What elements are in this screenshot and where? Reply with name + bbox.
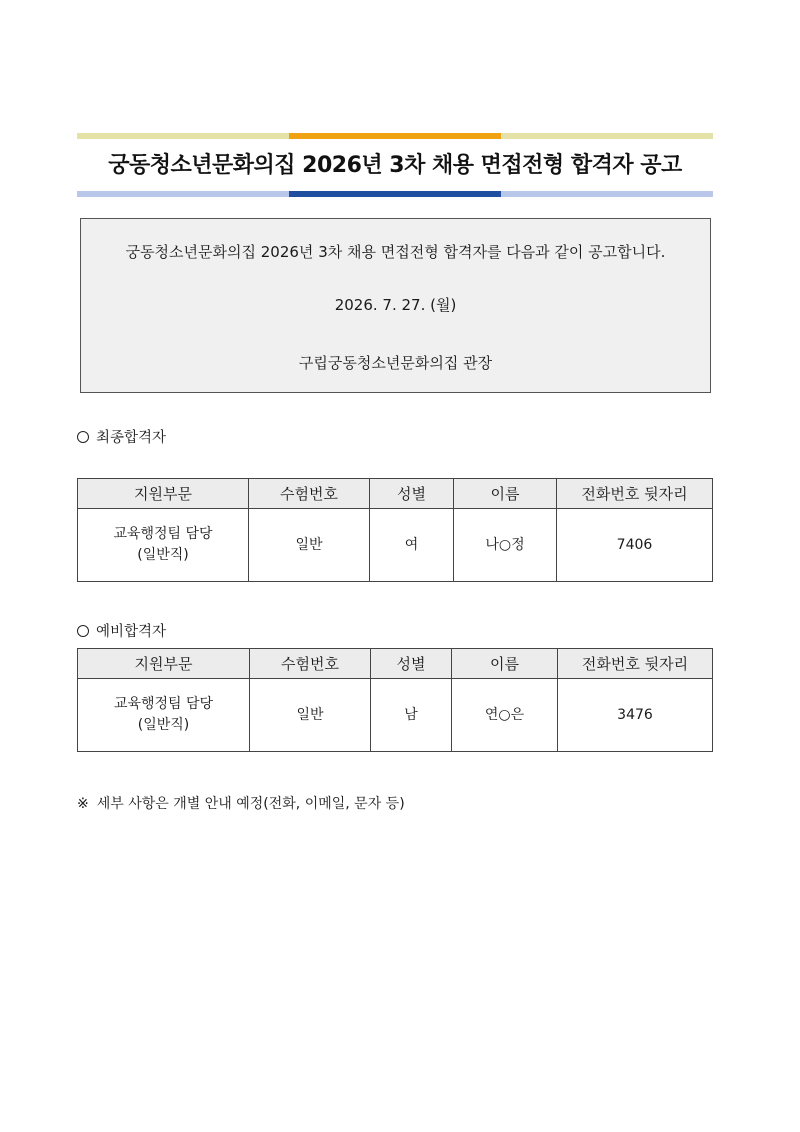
col-header-dept: 지원부문 <box>78 479 249 509</box>
col-header-dept: 지원부문 <box>78 649 250 679</box>
col-header-phone: 전화번호 뒷자리 <box>558 649 713 679</box>
reserve-section-heading <box>77 620 166 641</box>
col-header-name: 이름 <box>452 649 558 679</box>
col-header-phone: 전화번호 뒷자리 <box>557 479 713 509</box>
col-header-exam-no: 수험번호 <box>250 649 371 679</box>
cell-phone: 7406 <box>557 509 713 582</box>
notice-text: 궁동청소년문화의집 2026년 3차 채용 면접전형 합격자를 다음과 같이 공고합니다. <box>125 243 666 261</box>
cell-gender: 여 <box>370 509 454 582</box>
cell-exam-no: 일반 <box>250 679 371 752</box>
cell-dept <box>78 679 250 752</box>
final-table <box>77 478 713 582</box>
footnote <box>77 793 405 813</box>
col-header-gender: 성별 <box>370 479 454 509</box>
notice-box <box>80 218 711 393</box>
table-row <box>78 509 713 582</box>
dept-line1: 교육행정팀 담당 <box>113 526 213 542</box>
title-top-decor-bar <box>77 133 713 139</box>
final-heading-label: 최종합격자 <box>96 430 167 446</box>
circle-bullet-icon <box>77 431 89 443</box>
reference-mark-icon: ※ <box>77 796 89 812</box>
reserve-table <box>77 648 713 752</box>
notice-date: 2026. 7. 27. (월) <box>334 296 457 314</box>
page-title: 궁동청소년문화의집 2026년 3차 채용 면접전형 합격자 공고 <box>108 153 682 178</box>
final-section-heading <box>77 426 166 447</box>
dept-line1: 교육행정팀 담당 <box>113 696 214 712</box>
col-header-exam-no: 수험번호 <box>249 479 370 509</box>
cell-name: 연○은 <box>452 679 558 752</box>
table-row <box>78 679 713 752</box>
dept-line2: (일반직) <box>137 547 189 563</box>
footnote-text: 세부 사항은 개별 안내 예정(전화, 이메일, 문자 등) <box>96 796 405 812</box>
title-bottom-decor-bar <box>77 191 713 197</box>
dept-line2: (일반직) <box>137 717 190 733</box>
cell-phone: 3476 <box>558 679 713 752</box>
table-header-row <box>78 649 713 679</box>
cell-gender: 남 <box>371 679 452 752</box>
col-header-gender: 성별 <box>371 649 452 679</box>
cell-exam-no: 일반 <box>249 509 370 582</box>
reserve-heading-label: 예비합격자 <box>96 624 167 640</box>
circle-bullet-icon <box>77 625 89 637</box>
cell-dept <box>78 509 249 582</box>
notice-signer: 구립궁동청소년문화의집 관장 <box>298 354 493 372</box>
cell-name: 나○정 <box>454 509 557 582</box>
col-header-name: 이름 <box>454 479 557 509</box>
table-header-row <box>78 479 713 509</box>
